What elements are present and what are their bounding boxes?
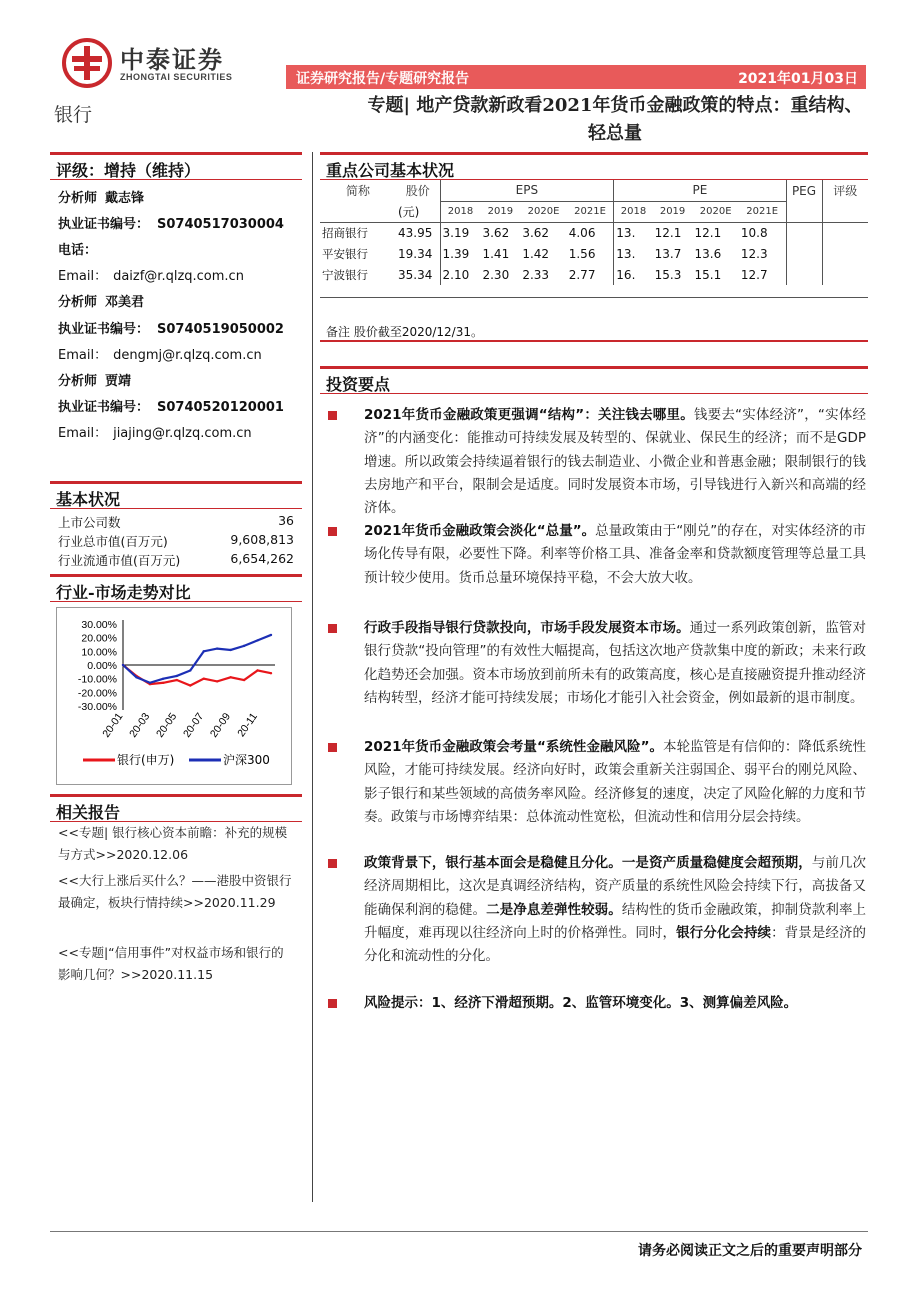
name-cell: 招商银行 xyxy=(322,225,368,240)
invest-section xyxy=(320,366,868,394)
analyst-value: 邓美君 xyxy=(105,295,145,310)
pe-cell: 12.3 xyxy=(740,246,768,261)
point-bold: 银行分化会持续 xyxy=(676,924,772,941)
bullet-icon xyxy=(328,859,337,868)
report-title: 专题| 地产贷款新政看2021年货币金融政策的特点：重结构、轻总量 xyxy=(367,95,863,144)
company-section xyxy=(320,152,868,180)
series-point-1 xyxy=(229,649,231,651)
basic-label: 行业总市值(百万元) xyxy=(58,534,168,549)
note-divider xyxy=(320,340,868,342)
y-tick-label: 10.00% xyxy=(81,646,117,659)
series-point-0 xyxy=(229,676,231,678)
col-price-header: 股价 xyxy=(405,184,430,198)
series-point-0 xyxy=(203,677,205,679)
basic-head: 基本状况 xyxy=(50,481,302,509)
bullet-icon xyxy=(328,743,337,752)
analyst-label: 分析师 xyxy=(58,191,98,206)
footer-divider xyxy=(50,1231,868,1232)
year-cell: 2020E xyxy=(692,201,738,222)
point-bold: 2021年货币金融政策更强调“结构”：关注钱去哪里。 xyxy=(364,407,694,423)
pe-cell: 12.1 xyxy=(654,225,682,240)
eps-cell: 2.77 xyxy=(568,267,596,282)
series-point-1 xyxy=(135,676,137,678)
trend-section xyxy=(50,574,302,602)
point-text: 结构性的货币金融政策，抑制贷款利率上升幅度，难再现以往经济向上时的价格弹性。同时， xyxy=(364,901,867,941)
analyst-line xyxy=(58,265,244,284)
analyst-line xyxy=(58,213,284,232)
eps-cell: 2.10 xyxy=(440,264,480,285)
year-cell: 2019 xyxy=(653,201,693,222)
related-report-item[interactable]: <<专题| 银行核心资本前瞻：补充的规模与方式>>2020.12.06 xyxy=(58,825,288,862)
invest-point-6 xyxy=(334,992,866,1015)
trend-head: 行业-市场走势对比 xyxy=(50,574,302,602)
related-section xyxy=(50,794,302,822)
eps-cell: 1.41 xyxy=(482,246,510,261)
series-point-1 xyxy=(270,634,272,636)
pe-cell: 15.1 xyxy=(694,267,722,282)
invest-point-3 xyxy=(334,617,866,710)
x-tick-label: 20-01 xyxy=(100,710,126,740)
pe-cell: 12.7 xyxy=(740,267,768,282)
analyst-line xyxy=(58,291,144,310)
point-bold: 二是净息差弹性较弱。 xyxy=(486,901,622,918)
point-bold: 政策背景下，银行基本面会是稳健且分化。一是资产质量稳健度会超预期， xyxy=(364,855,812,871)
analyst-value: S0740517030004 xyxy=(157,217,284,232)
table-note: 备注 股价截至2020/12/31。 xyxy=(326,325,483,339)
col-name-header: 简称 xyxy=(345,184,370,198)
invest-point-5 xyxy=(334,852,866,968)
pe-header: PE xyxy=(614,180,786,201)
bullet-icon xyxy=(328,624,337,633)
legend-label: 沪深300 xyxy=(223,753,270,767)
pe-cell: 13. xyxy=(614,222,653,243)
eps-cell: 1.42 xyxy=(522,246,550,261)
related-report-item[interactable]: <<专题|“信用事件”对权益市场和银行的影响几何？>>2020.11.15 xyxy=(58,945,284,982)
legend-label: 银行(申万) xyxy=(117,753,175,767)
column-divider xyxy=(312,152,313,1202)
zhongtai-logo-icon xyxy=(62,38,112,88)
series-point-0 xyxy=(216,680,218,682)
point-text: 与前几次经济周期相比，这次是真调经济结构，资产质量的系统性风险会持续下行，高拔备又能确保利润的稳健。 xyxy=(364,855,867,918)
series-point-1 xyxy=(162,677,164,679)
y-tick-label: 20.00% xyxy=(81,632,117,645)
series-point-0 xyxy=(189,684,191,686)
basic-row xyxy=(50,532,302,551)
y-tick-label: 30.00% xyxy=(81,619,117,631)
rating-cell xyxy=(822,243,868,264)
analyst-value[interactable]: jiajing@r.qlzq.com.cn xyxy=(113,426,252,441)
header-bar xyxy=(286,65,866,89)
point-text: 本轮监管是有信仰的：降低系统性风险，才能可持续发展。经济向好时，政策会重新关注弱国企、弱平台的刚兑风险、影子银行和某些领域的高债务率风险。经济修复的速度，决定了风险化解的力度和节奏。政策与市场博弈结果：总体流动性宽松，但流动性和信用分层会持续。 xyxy=(364,739,866,825)
basic-row xyxy=(50,513,302,532)
invest-head: 投资要点 xyxy=(320,366,868,394)
point-text: 通过一系列政策创新，监管对银行贷款“投向管理”的有效性大幅提高，包括这次地产贷款集中度的新政；未来行政化趋势还会加强。资本市场放到前所未有的政策高度，核心是直接融资提升推动经济结构转型，经济才能可持续发展；市场化才能引入社会资金，例如最新的退市制度。 xyxy=(364,620,867,706)
year-cell: 2020E xyxy=(520,201,566,222)
series-point-1 xyxy=(243,645,245,647)
pe-cell: 13.6 xyxy=(694,246,722,261)
year-cell: 2018 xyxy=(614,201,653,222)
price-cell: 35.34 xyxy=(398,267,433,282)
point-text: 钱要去“实体经济”，“实体经济”的内涵变化：能推动可持续发展及转型的、保就业、保民生的经济；而不是GDP增速。所以政策会持续逼着银行的钱去制造业、小微企业和普惠金融；限制银行的钱去房地产和平台，限制会是适度。同时发展资本市场，引导钱进行入新兴和高端的经济体。 xyxy=(364,407,866,517)
basic-label: 行业流通市值(百万元) xyxy=(58,553,181,568)
y-tick-label: 0.00% xyxy=(87,660,117,672)
analyst-label: 执业证书编号： xyxy=(58,322,150,337)
company-row xyxy=(320,222,868,243)
col-price-unit: (元) xyxy=(396,201,440,222)
point-bold: 风险提示：1、经济下滑超预期。2、监管环境变化。3、测算偏差风险。 xyxy=(364,995,798,1011)
analyst-value: 戴志锋 xyxy=(105,191,145,206)
series-point-1 xyxy=(216,647,218,649)
series-point-1 xyxy=(122,664,124,666)
rating-cell xyxy=(822,222,868,243)
bullet-icon xyxy=(328,999,337,1008)
eps-cell: 2.30 xyxy=(482,267,510,282)
rating-cell xyxy=(822,264,868,285)
analyst-line xyxy=(58,370,131,389)
x-tick-label: 20-05 xyxy=(154,710,180,740)
series-point-1 xyxy=(203,650,205,652)
year-cell: 2021E xyxy=(567,201,614,222)
basic-value: 36 xyxy=(278,513,294,528)
series-point-0 xyxy=(256,669,258,671)
company-table xyxy=(320,180,868,298)
point-bold: 行政手段指导银行贷款投向，市场手段发展资本市场。 xyxy=(364,620,690,636)
invest-point-1 xyxy=(334,404,866,520)
y-tick-label: -10.00% xyxy=(77,673,117,686)
series-point-0 xyxy=(162,682,164,684)
rating-head: 评级：增持（维持） xyxy=(50,152,302,180)
company-head: 重点公司基本状况 xyxy=(320,152,868,180)
invest-point-4 xyxy=(334,736,866,829)
company-logo xyxy=(62,38,252,90)
basic-section xyxy=(50,481,302,570)
analyst-line xyxy=(58,318,284,337)
price-cell: 43.95 xyxy=(398,225,433,240)
eps-cell: 2.33 xyxy=(522,267,550,282)
analyst-label: Email： xyxy=(58,269,108,284)
basic-value: 6,654,262 xyxy=(230,551,294,566)
peg-cell xyxy=(786,222,822,243)
related-head: 相关报告 xyxy=(50,794,302,822)
price-cell: 19.34 xyxy=(398,246,433,261)
logo-english-name: ZHONGTAI SECURITIES xyxy=(120,72,233,82)
pe-cell: 13. xyxy=(614,243,653,264)
analyst-label: Email： xyxy=(58,348,108,363)
analyst-value[interactable]: daizf@r.qlzq.com.cn xyxy=(113,269,244,284)
basic-value: 9,608,813 xyxy=(230,532,294,547)
eps-cell: 4.06 xyxy=(568,225,596,240)
peg-header: PEG xyxy=(786,180,822,201)
y-tick-label: -20.00% xyxy=(77,687,117,700)
analyst-label: 分析师 xyxy=(58,374,98,389)
eps-cell: 3.62 xyxy=(522,225,550,240)
x-tick-label: 20-11 xyxy=(235,710,261,740)
peg-cell xyxy=(786,243,822,264)
analyst-line xyxy=(58,187,144,206)
analyst-line xyxy=(58,396,284,415)
peg-cell xyxy=(786,264,822,285)
company-row xyxy=(320,264,868,285)
analyst-label: Email： xyxy=(58,426,108,441)
series-point-1 xyxy=(176,675,178,677)
analyst-value[interactable]: dengmj@r.qlzq.com.cn xyxy=(113,348,262,363)
y-tick-label: -30.00% xyxy=(77,701,117,713)
series-point-0 xyxy=(270,672,272,674)
x-tick-label: 20-07 xyxy=(180,710,207,740)
basic-label: 上市公司数 xyxy=(58,515,121,530)
bullet-icon xyxy=(328,527,337,536)
analyst-label: 分析师 xyxy=(58,295,98,310)
rating-col-header: 评级 xyxy=(822,180,868,201)
name-cell: 平安银行 xyxy=(322,246,368,261)
x-tick-label: 20-03 xyxy=(127,710,153,740)
year-cell: 2021E xyxy=(739,201,786,222)
series-point-0 xyxy=(243,679,245,681)
report-date: 2021年01月03日 xyxy=(738,71,858,87)
eps-cell: 1.39 xyxy=(440,243,480,264)
pe-cell: 12.1 xyxy=(694,225,722,240)
analyst-value: S0740519050002 xyxy=(157,322,284,337)
pe-cell: 15.3 xyxy=(654,267,682,282)
series-point-1 xyxy=(189,669,191,671)
eps-cell: 1.56 xyxy=(568,246,596,261)
rating-section xyxy=(50,152,302,180)
pe-cell: 10.8 xyxy=(740,225,768,240)
series-line-0 xyxy=(123,665,271,686)
pe-cell: 13.7 xyxy=(654,246,682,261)
year-cell: 2019 xyxy=(480,201,520,222)
analyst-line xyxy=(58,239,105,258)
invest-point-2 xyxy=(334,520,866,590)
analyst-line xyxy=(58,422,252,441)
series-point-0 xyxy=(176,679,178,681)
eps-cell: 3.62 xyxy=(482,225,510,240)
point-bold: 2021年货币金融政策会淡化“总量”。 xyxy=(364,523,596,539)
point-text: ：背景是经济的分化和流动性的分化。 xyxy=(364,924,867,965)
company-row xyxy=(320,243,868,264)
point-bold: 2021年货币金融政策会考量“系统性金融风险”。 xyxy=(364,739,664,755)
series-point-1 xyxy=(256,639,258,641)
logo-chinese-name: 中泰证券 xyxy=(120,46,224,74)
point-text: 总量政策由于“刚兑”的存在，对实体经济的市场化传导有限，必要性下降。利率等价格工具、准备金率和贷款额度管理等总量工具预计较少使用。货币总量环境保持平稳，不会大放大收。 xyxy=(364,523,866,586)
analyst-label: 电话： xyxy=(58,243,98,258)
basic-row xyxy=(50,551,302,570)
series-point-1 xyxy=(149,682,151,684)
industry-label: 银行 xyxy=(54,104,93,126)
footer-disclaimer: 请务必阅读正文之后的重要声明部分 xyxy=(638,1243,862,1259)
name-cell: 宁波银行 xyxy=(322,267,368,282)
report-type: 证券研究报告/专题研究报告 xyxy=(296,71,470,87)
analyst-value: 贾靖 xyxy=(105,374,132,389)
analyst-value: S0740520120001 xyxy=(157,400,284,415)
analyst-label: 执业证书编号： xyxy=(58,400,150,415)
x-tick-label: 20-09 xyxy=(207,710,234,740)
analyst-label: 执业证书编号： xyxy=(58,217,150,232)
bullet-icon xyxy=(328,411,337,420)
eps-header: EPS xyxy=(440,180,614,201)
pe-cell: 16. xyxy=(614,264,653,285)
trend-chart xyxy=(56,607,292,785)
trend-chart-svg xyxy=(57,608,293,786)
year-cell: 2018 xyxy=(440,201,480,222)
eps-cell: 3.19 xyxy=(440,222,480,243)
related-report-item[interactable]: <<大行上涨后买什么？——港股中资银行最确定，板块行情持续>>2020.11.29 xyxy=(58,873,292,910)
analyst-line xyxy=(58,344,262,363)
